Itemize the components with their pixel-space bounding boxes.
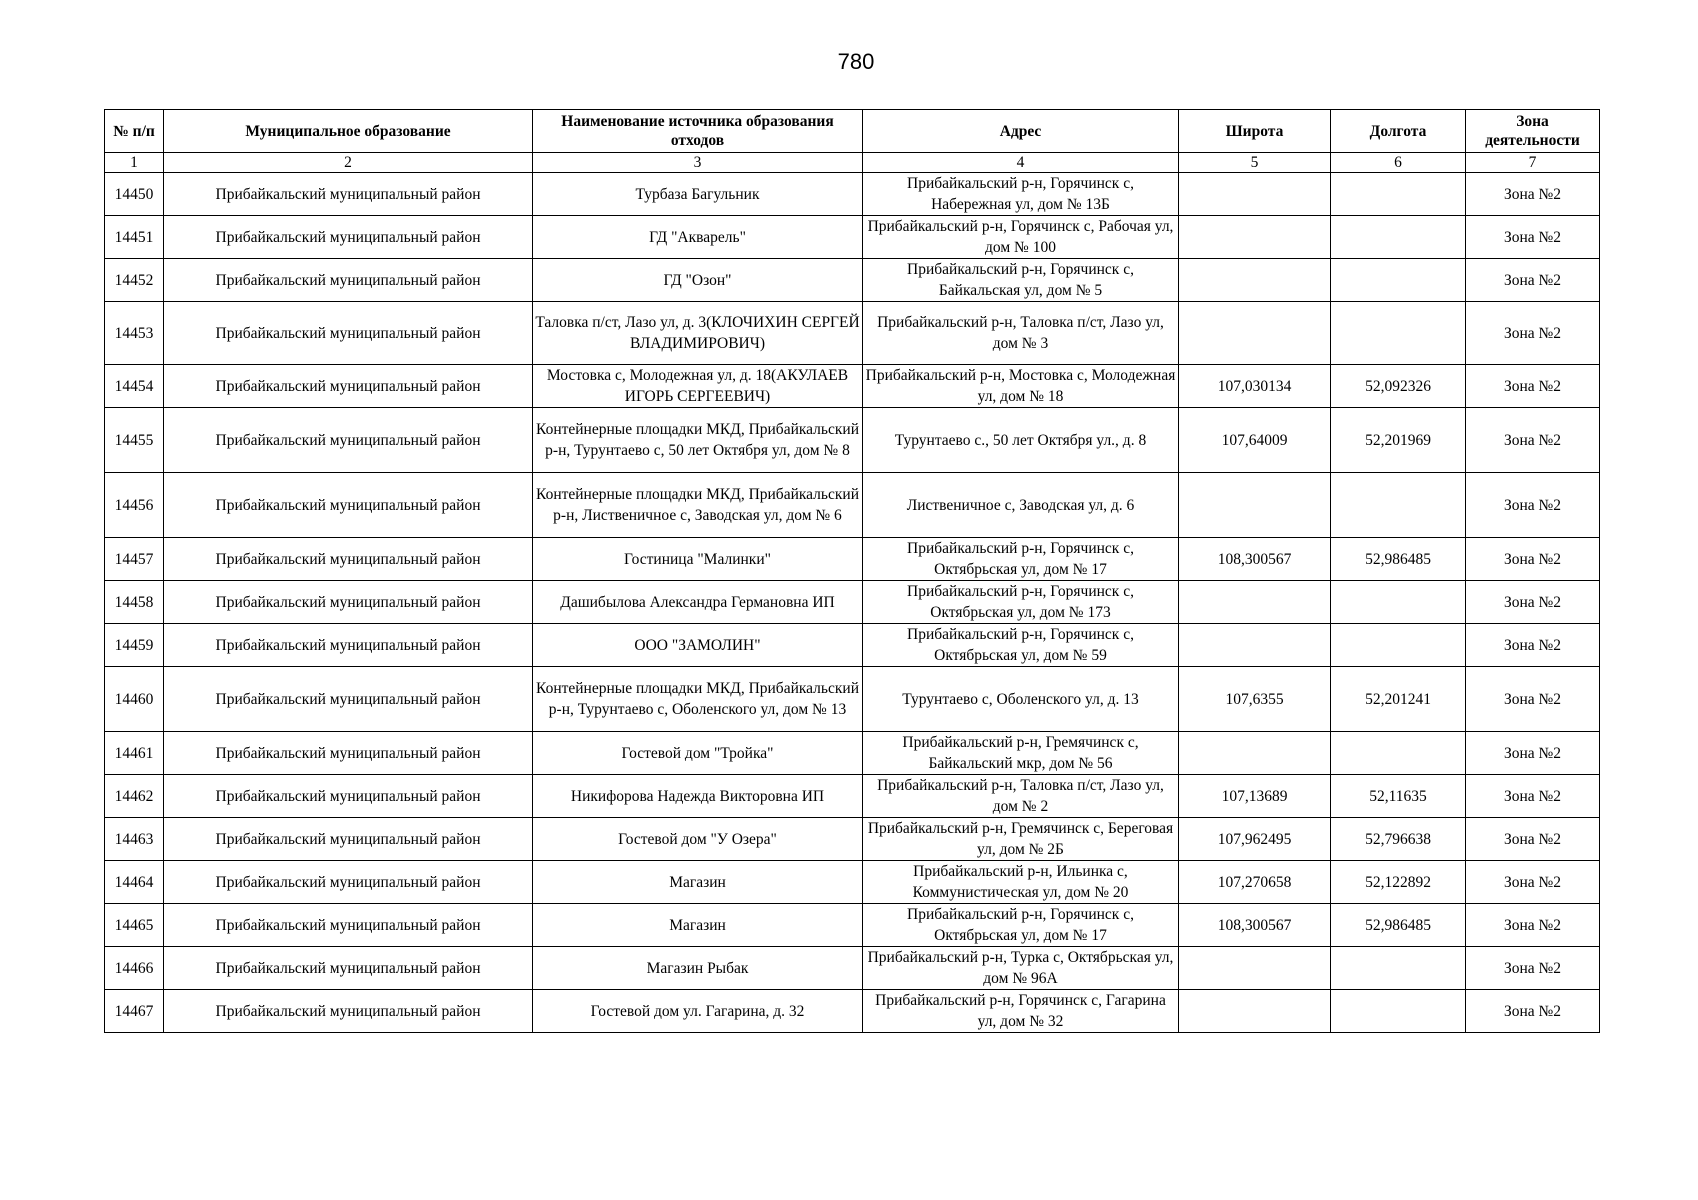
cell-number: 14466 [105,947,164,990]
cell-latitude: 107,270658 [1179,861,1331,904]
table-row [105,818,1600,861]
table-row [105,667,1600,732]
header-address: Адрес [863,110,1179,153]
cell-number: 14452 [105,259,164,302]
cell-number: 14451 [105,216,164,259]
cell-number: 14450 [105,173,164,216]
cell-source: Гостевой дом ул. Гагарина, д. 32 [533,990,863,1033]
cell-address: Прибайкальский р-н, Мостовка с, Молодежная ул, дом № 18 [863,365,1179,408]
cell-latitude: 107,64009 [1179,408,1331,473]
cell-number: 14453 [105,302,164,365]
cell-source: Никифорова Надежда Викторовна ИП [533,775,863,818]
cell-number: 14464 [105,861,164,904]
cell-source: Дашибылова Александра Германовна ИП [533,581,863,624]
cell-address: Прибайкальский р-н, Горячинск с, Байкальская ул, дом № 5 [863,259,1179,302]
column-number: 5 [1179,153,1331,173]
cell-longitude [1331,259,1466,302]
table-row [105,904,1600,947]
cell-number: 14455 [105,408,164,473]
cell-zone: Зона №2 [1466,408,1600,473]
cell-number: 14460 [105,667,164,732]
table-row [105,624,1600,667]
cell-source: Магазин [533,904,863,947]
table-row [105,259,1600,302]
cell-zone: Зона №2 [1466,581,1600,624]
cell-address: Прибайкальский р-н, Горячинск с, Октябрьская ул, дом № 17 [863,538,1179,581]
cell-longitude [1331,990,1466,1033]
cell-longitude: 52,201241 [1331,667,1466,732]
cell-longitude: 52,986485 [1331,538,1466,581]
cell-source: Магазин [533,861,863,904]
cell-latitude: 107,962495 [1179,818,1331,861]
cell-zone: Зона №2 [1466,732,1600,775]
cell-source: Гостиница "Малинки" [533,538,863,581]
cell-address: Прибайкальский р-н, Гремячинск с, Байкальский мкр, дом № 56 [863,732,1179,775]
table-row [105,538,1600,581]
column-number: 4 [863,153,1179,173]
header-zone: Зона деятельности [1466,110,1600,153]
cell-number: 14454 [105,365,164,408]
cell-municipality: Прибайкальский муниципальный район [164,775,533,818]
cell-longitude [1331,581,1466,624]
cell-municipality: Прибайкальский муниципальный район [164,732,533,775]
cell-longitude: 52,201969 [1331,408,1466,473]
cell-latitude [1179,581,1331,624]
cell-municipality: Прибайкальский муниципальный район [164,947,533,990]
cell-longitude [1331,473,1466,538]
cell-longitude [1331,173,1466,216]
cell-source: Контейнерные площадки МКД, Прибайкальский р-н, Турунтаево с, 50 лет Октября ул, дом № 8 [533,408,863,473]
table-row [105,861,1600,904]
cell-zone: Зона №2 [1466,775,1600,818]
cell-address: Прибайкальский р-н, Таловка п/ст, Лазо ул, дом № 2 [863,775,1179,818]
cell-number: 14459 [105,624,164,667]
cell-municipality: Прибайкальский муниципальный район [164,408,533,473]
cell-municipality: Прибайкальский муниципальный район [164,818,533,861]
cell-zone: Зона №2 [1466,947,1600,990]
table-row [105,408,1600,473]
cell-address: Прибайкальский р-н, Ильинка с, Коммунистическая ул, дом № 20 [863,861,1179,904]
cell-latitude [1179,473,1331,538]
cell-municipality: Прибайкальский муниципальный район [164,216,533,259]
cell-source: Таловка п/ст, Лазо ул, д. 3(КЛОЧИХИН СЕРГЕЙ ВЛАДИМИРОВИЧ) [533,302,863,365]
cell-address: Прибайкальский р-н, Гремячинск с, Береговая ул, дом № 2Б [863,818,1179,861]
cell-municipality: Прибайкальский муниципальный район [164,667,533,732]
cell-address: Прибайкальский р-н, Горячинск с, Октябрьская ул, дом № 17 [863,904,1179,947]
cell-longitude: 52,796638 [1331,818,1466,861]
cell-number: 14465 [105,904,164,947]
header-source: Наименование источника образования отходов [533,110,863,153]
cell-address: Прибайкальский р-н, Таловка п/ст, Лазо ул, дом № 3 [863,302,1179,365]
cell-longitude: 52,986485 [1331,904,1466,947]
cell-municipality: Прибайкальский муниципальный район [164,473,533,538]
cell-longitude [1331,732,1466,775]
cell-zone: Зона №2 [1466,365,1600,408]
cell-source: Турбаза Багульник [533,173,863,216]
header-longitude: Долгота [1331,110,1466,153]
cell-longitude: 52,11635 [1331,775,1466,818]
table-row [105,732,1600,775]
cell-number: 14467 [105,990,164,1033]
cell-number: 14461 [105,732,164,775]
cell-zone: Зона №2 [1466,538,1600,581]
cell-municipality: Прибайкальский муниципальный район [164,990,533,1033]
cell-zone: Зона №2 [1466,473,1600,538]
cell-address: Турунтаево с., 50 лет Октября ул., д. 8 [863,408,1179,473]
cell-address: Прибайкальский р-н, Горячинск с, Октябрьская ул, дом № 173 [863,581,1179,624]
cell-address: Прибайкальский р-н, Горячинск с, Октябрьская ул, дом № 59 [863,624,1179,667]
cell-number: 14457 [105,538,164,581]
cell-longitude: 52,122892 [1331,861,1466,904]
cell-address: Прибайкальский р-н, Горячинск с, Набережная ул, дом № 13Б [863,173,1179,216]
page-number: 780 [837,49,875,74]
cell-longitude [1331,216,1466,259]
cell-latitude [1179,302,1331,365]
cell-zone: Зона №2 [1466,861,1600,904]
cell-number: 14462 [105,775,164,818]
column-number: 1 [105,153,164,173]
cell-latitude [1179,947,1331,990]
cell-latitude [1179,990,1331,1033]
table-row [105,473,1600,538]
cell-address: Прибайкальский р-н, Горячинск с, Гагарина ул, дом № 32 [863,990,1179,1033]
cell-source: Контейнерные площадки МКД, Прибайкальский р-н, Лиственичное с, Заводская ул, дом № 6 [533,473,863,538]
column-number: 6 [1331,153,1466,173]
cell-source: Контейнерные площадки МКД, Прибайкальский р-н, Турунтаево с, Оболенского ул, дом № 13 [533,667,863,732]
cell-longitude [1331,302,1466,365]
header-number: № п/п [105,110,164,153]
cell-zone: Зона №2 [1466,667,1600,732]
cell-latitude [1179,259,1331,302]
cell-address: Прибайкальский р-н, Горячинск с, Рабочая ул, дом № 100 [863,216,1179,259]
cell-number: 14463 [105,818,164,861]
table-row [105,775,1600,818]
cell-zone: Зона №2 [1466,216,1600,259]
cell-latitude [1179,732,1331,775]
column-number-row [105,153,1600,173]
cell-source: Гостевой дом "Тройка" [533,732,863,775]
cell-latitude [1179,173,1331,216]
cell-zone: Зона №2 [1466,259,1600,302]
header-municipality: Муниципальное образование [164,110,533,153]
cell-address: Турунтаево с, Оболенского ул, д. 13 [863,667,1179,732]
cell-source: Магазин Рыбак [533,947,863,990]
header-latitude: Широта [1179,110,1331,153]
cell-address: Прибайкальский р-н, Турка с, Октябрьская ул, дом № 96А [863,947,1179,990]
cell-municipality: Прибайкальский муниципальный район [164,259,533,302]
cell-latitude [1179,624,1331,667]
cell-longitude [1331,624,1466,667]
cell-latitude [1179,216,1331,259]
table-row [105,216,1600,259]
table-row [105,581,1600,624]
cell-latitude: 108,300567 [1179,904,1331,947]
table-row [105,302,1600,365]
table-row [105,947,1600,990]
waste-sources-table [104,109,1600,1033]
table-row [105,365,1600,408]
cell-municipality: Прибайкальский муниципальный район [164,538,533,581]
table-row [105,173,1600,216]
cell-latitude: 107,030134 [1179,365,1331,408]
column-number: 2 [164,153,533,173]
cell-number: 14456 [105,473,164,538]
cell-latitude: 107,6355 [1179,667,1331,732]
cell-zone: Зона №2 [1466,990,1600,1033]
cell-municipality: Прибайкальский муниципальный район [164,581,533,624]
cell-latitude: 107,13689 [1179,775,1331,818]
cell-source: Гостевой дом "У Озера" [533,818,863,861]
cell-zone: Зона №2 [1466,624,1600,667]
cell-municipality: Прибайкальский муниципальный район [164,861,533,904]
column-number: 3 [533,153,863,173]
cell-longitude [1331,947,1466,990]
cell-longitude: 52,092326 [1331,365,1466,408]
cell-address: Лиственичное с, Заводская ул, д. 6 [863,473,1179,538]
cell-latitude: 108,300567 [1179,538,1331,581]
cell-municipality: Прибайкальский муниципальный район [164,624,533,667]
cell-source: ГД "Озон" [533,259,863,302]
table-header-row [105,110,1600,153]
cell-municipality: Прибайкальский муниципальный район [164,365,533,408]
cell-municipality: Прибайкальский муниципальный район [164,904,533,947]
cell-source: ГД "Акварель" [533,216,863,259]
cell-number: 14458 [105,581,164,624]
cell-source: ООО "ЗАМОЛИН" [533,624,863,667]
column-number: 7 [1466,153,1600,173]
cell-zone: Зона №2 [1466,173,1600,216]
cell-zone: Зона №2 [1466,302,1600,365]
table-row [105,990,1600,1033]
cell-source: Мостовка с, Молодежная ул, д. 18(АКУЛАЕВ ИГОРЬ СЕРГЕЕВИЧ) [533,365,863,408]
cell-zone: Зона №2 [1466,904,1600,947]
cell-municipality: Прибайкальский муниципальный район [164,302,533,365]
cell-municipality: Прибайкальский муниципальный район [164,173,533,216]
cell-zone: Зона №2 [1466,818,1600,861]
